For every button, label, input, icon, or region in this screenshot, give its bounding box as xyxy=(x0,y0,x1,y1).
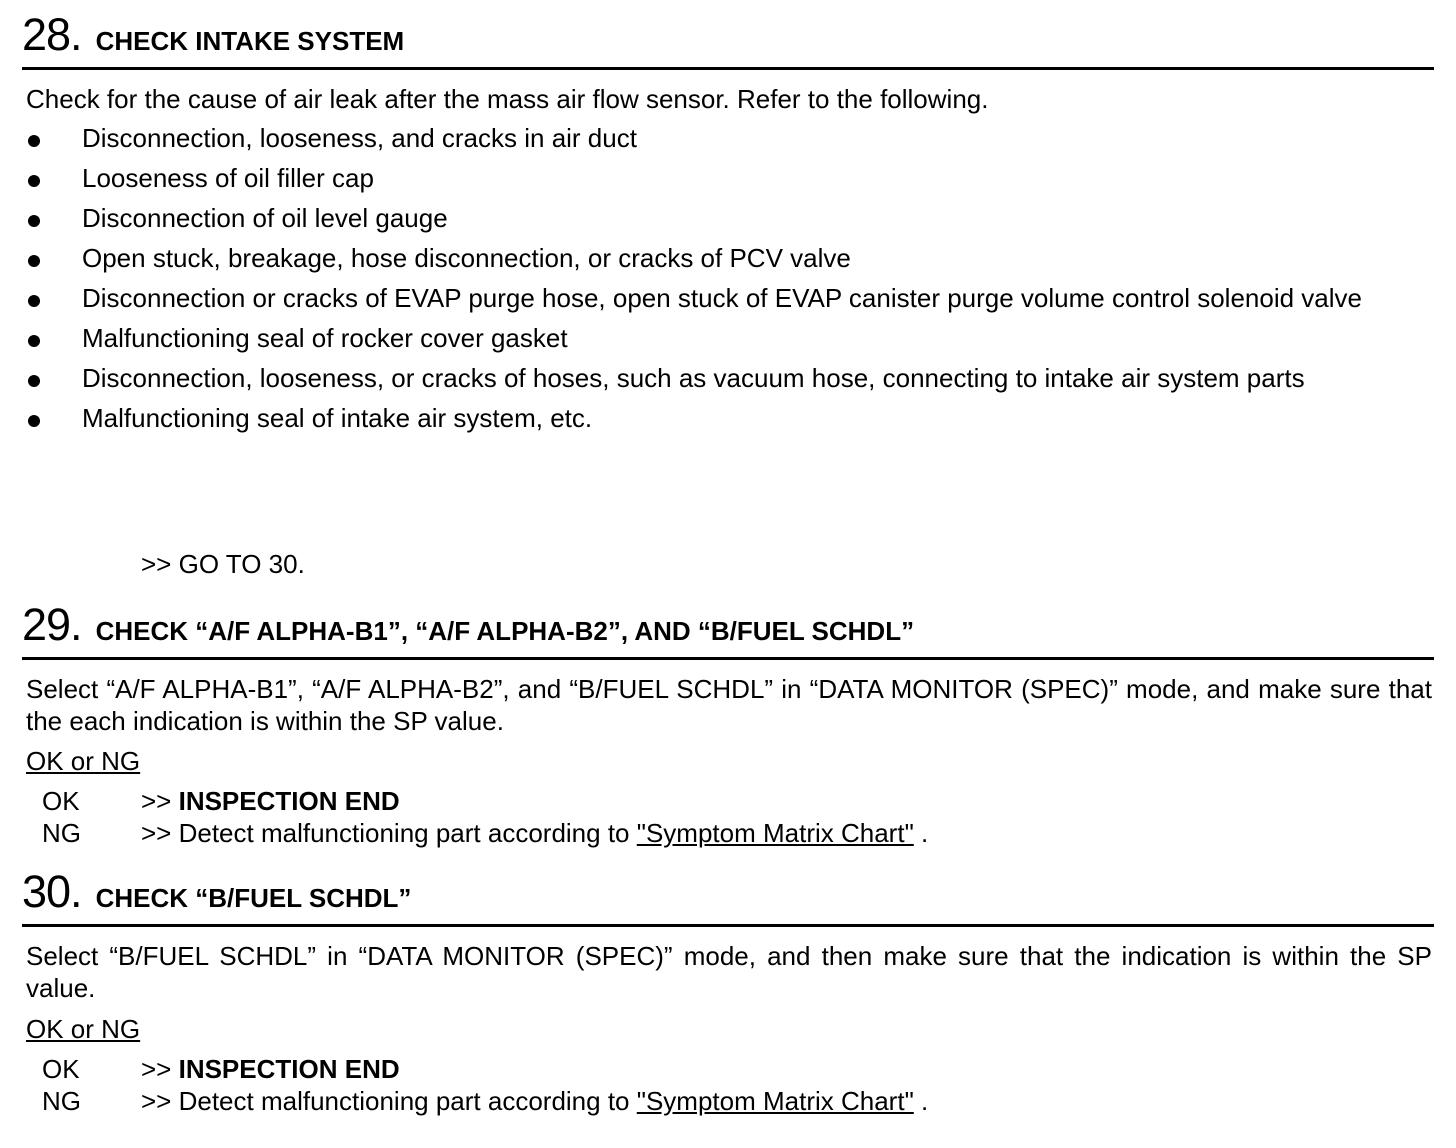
result-suffix: . xyxy=(913,818,929,848)
step-28-intro: Check for the cause of air leak after the mass air flow sensor. Refer to the following. xyxy=(26,84,989,114)
bullet-icon xyxy=(28,175,40,187)
bullet-icon xyxy=(28,375,40,387)
ok-result-row xyxy=(42,785,400,817)
result-code: NG xyxy=(42,1086,81,1116)
list-item: Disconnection or cracks of EVAP purge hose, open stuck of EVAP canister purge volume control solenoid valve xyxy=(26,282,1432,314)
result-prefix: >> xyxy=(141,786,179,816)
step-30-heading xyxy=(22,866,1434,917)
list-item: Malfunctioning seal of rocker cover gasket xyxy=(26,322,1432,354)
list-item: Looseness of oil filler cap xyxy=(26,162,1432,194)
section-divider xyxy=(22,67,1434,70)
result-suffix: . xyxy=(913,1086,929,1116)
list-item: Disconnection, looseness, or cracks of hoses, such as vacuum hose, connecting to intake air system parts xyxy=(26,362,1432,394)
symptom-matrix-chart-link[interactable]: "Symptom Matrix Chart" xyxy=(636,1086,914,1116)
bullet-icon xyxy=(28,335,40,347)
section-divider xyxy=(22,924,1434,927)
list-item: Malfunctioning seal of intake air system, etc. xyxy=(26,402,1432,434)
bullet-icon xyxy=(28,135,40,147)
bullet-icon xyxy=(28,415,40,427)
list-item: Disconnection, looseness, and cracks in air duct xyxy=(26,122,1432,154)
step-number: 28. xyxy=(22,9,82,60)
bullet-icon xyxy=(28,255,40,267)
step-title: CHECK INTAKE SYSTEM xyxy=(95,26,405,56)
list-item: Disconnection of oil level gauge xyxy=(26,202,1432,234)
step-number: 30. xyxy=(22,866,82,917)
step-number: 29. xyxy=(22,599,82,650)
result-prefix: >> Detect malfunctioning part according to xyxy=(141,1086,637,1116)
bullet-icon xyxy=(28,295,40,307)
step-title: CHECK “A/F ALPHA-B1”, “A/F ALPHA-B2”, AND “B/FUEL SCHDL” xyxy=(95,616,915,646)
list-item: Open stuck, breakage, hose disconnection, or cracks of PCV valve xyxy=(26,242,1432,274)
step-29-heading xyxy=(22,599,1434,650)
ok-or-ng-label: OK or NG xyxy=(26,1014,141,1044)
result-prefix: >> xyxy=(141,1054,179,1084)
bullet-icon xyxy=(28,215,40,227)
result-prefix: >> Detect malfunctioning part according to xyxy=(141,818,637,848)
result-code: NG xyxy=(42,818,81,848)
result-code: OK xyxy=(42,786,80,816)
ok-result-row xyxy=(42,1053,400,1085)
symptom-matrix-chart-link[interactable]: "Symptom Matrix Chart" xyxy=(636,818,914,848)
section-divider xyxy=(22,657,1434,660)
result-action: INSPECTION END xyxy=(178,786,400,816)
result-action: INSPECTION END xyxy=(178,1054,400,1084)
step-30-body: Select “B/FUEL SCHDL” in “DATA MONITOR (SPEC)” mode, and then make sure that the indication is within the SP value. xyxy=(26,941,1432,1003)
result-code: OK xyxy=(42,1054,80,1084)
ng-result-row xyxy=(42,817,928,849)
ok-or-ng-label: OK or NG xyxy=(26,746,141,776)
ng-result-row xyxy=(42,1085,928,1117)
step-28-heading xyxy=(22,9,1434,60)
step-title: CHECK “B/FUEL SCHDL” xyxy=(95,883,412,913)
leak-cause-list xyxy=(26,122,1432,442)
step-29-body: Select “A/F ALPHA-B1”, “A/F ALPHA-B2”, and “B/FUEL SCHDL” in “DATA MONITOR (SPEC)” mode, and make sure that the each indication is within the SP value. xyxy=(26,674,1432,736)
goto-step-30: >> GO TO 30. xyxy=(141,549,305,579)
